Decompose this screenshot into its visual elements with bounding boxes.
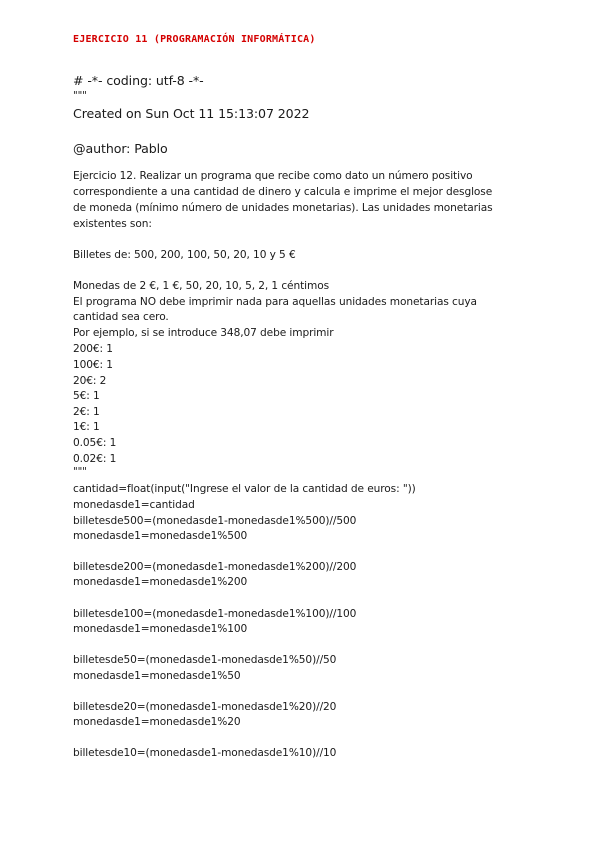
example-line: 0.05€: 1	[73, 437, 117, 449]
code-line: monedasde1=cantidad	[73, 499, 195, 511]
monedas-line: Monedas de 2 €, 1 €, 50, 20, 10, 5, 2, 1 céntimos	[73, 280, 330, 292]
billetes-line: Billetes de: 500, 200, 100, 50, 20, 10 y 5 €	[73, 249, 296, 261]
example-line: 20€: 2	[73, 375, 107, 387]
code-line: billetesde20=(monedasde1-monedasde1%20)//20	[73, 701, 337, 713]
docstring-close: """	[73, 467, 87, 478]
example-line: 2€: 1	[73, 406, 100, 418]
coding-line: # -*- coding: utf-8 -*-	[73, 73, 204, 88]
statement-line: correspondiente a una cantidad de dinero y calcula e imprime el mejor desglose	[73, 186, 493, 198]
example-line: 0.02€: 1	[73, 453, 117, 465]
document-title: EJERCICIO 11 (PROGRAMACIÓN INFORMÁTICA)	[73, 34, 316, 45]
example-line: 200€: 1	[73, 343, 113, 355]
note-line: El programa NO debe imprimir nada para aquellas unidades monetarias cuya	[73, 296, 477, 308]
code-line: monedasde1=monedasde1%100	[73, 623, 248, 635]
docstring-open: """	[73, 91, 87, 102]
statement-line: existentes son:	[73, 218, 152, 230]
code-line: cantidad=float(input("Ingrese el valor de la cantidad de euros: "))	[73, 483, 416, 495]
code-line: billetesde100=(monedasde1-monedasde1%100)//100	[73, 608, 357, 620]
statement-line: Ejercicio 12. Realizar un programa que recibe como dato un número positivo	[73, 170, 473, 182]
code-line: monedasde1=monedasde1%20	[73, 716, 241, 728]
statement-line: de moneda (mínimo número de unidades monetarias). Las unidades monetarias	[73, 202, 493, 214]
example-intro: Por ejemplo, si se introduce 348,07 debe imprimir	[73, 327, 334, 339]
created-line: Created on Sun Oct 11 15:13:07 2022	[73, 106, 310, 121]
example-line: 1€: 1	[73, 421, 100, 433]
code-line: monedasde1=monedasde1%50	[73, 670, 241, 682]
code-line: billetesde200=(monedasde1-monedasde1%200)//200	[73, 561, 357, 573]
note-line: cantidad sea cero.	[73, 311, 169, 323]
code-line: billetesde500=(monedasde1-monedasde1%500)//500	[73, 515, 357, 527]
example-line: 100€: 1	[73, 359, 113, 371]
code-line: billetesde10=(monedasde1-monedasde1%10)//10	[73, 747, 337, 759]
code-line: billetesde50=(monedasde1-monedasde1%50)//50	[73, 654, 337, 666]
author-line: @author: Pablo	[73, 141, 168, 156]
code-line: monedasde1=monedasde1%500	[73, 530, 248, 542]
code-line: monedasde1=monedasde1%200	[73, 576, 248, 588]
example-line: 5€: 1	[73, 390, 100, 402]
